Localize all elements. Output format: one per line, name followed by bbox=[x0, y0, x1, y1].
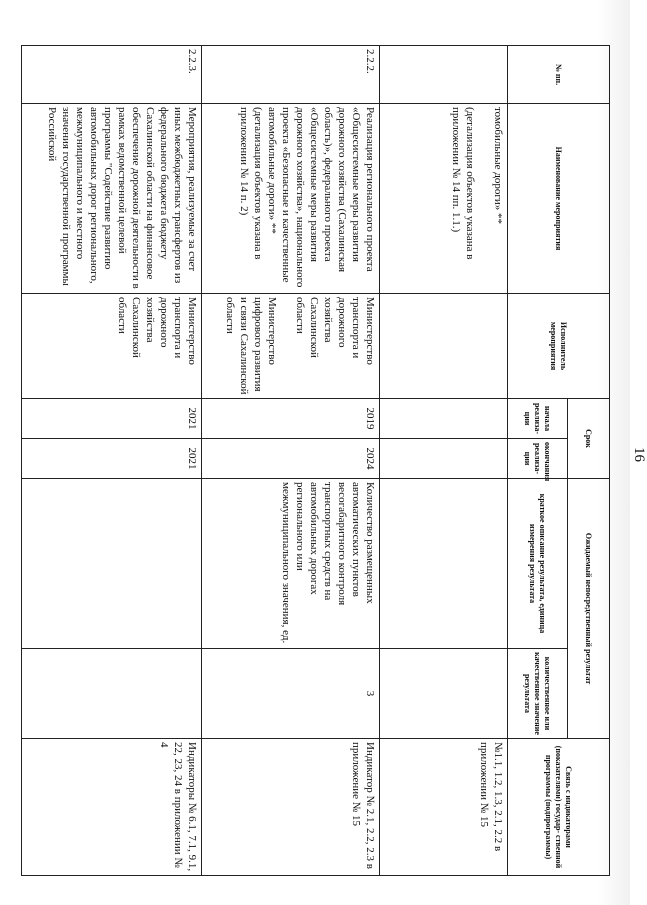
cell-name: томобильные дороги» ** (детализация объектов указана в приложении № 14 пп. 1.1.) bbox=[380, 104, 508, 294]
cell-start: 2021 bbox=[22, 399, 202, 439]
header-expected: Ожидаемый непосредственный результат bbox=[568, 479, 610, 739]
table-row bbox=[380, 46, 508, 876]
scan-edge-shadow bbox=[598, 0, 630, 905]
cell-desc bbox=[22, 479, 202, 649]
cell-executor bbox=[380, 294, 508, 399]
cell-end: 2021 bbox=[22, 439, 202, 479]
cell-start bbox=[380, 399, 508, 439]
cell-name: Реализация регионального проекта «Общесистемные меры развития дорожного хозяйства (Сахалинская область)», федерального проекта «Общесистемные меры развития дорожного хозяйства», национального проекта «Безопасные и качественные автомобильные дороги» ** (детализация объектов указана в приложении № 14 п. 2) bbox=[202, 104, 380, 294]
cell-desc: Количество размещенных автоматических пунктов весогабаритного контроля транспортных средств на автомобильных дорогах регионального или межмуниципального значения, ед. bbox=[202, 479, 380, 649]
cell-link: Индикаторы № 6.1, 7.1, 9.1, 22, 23, 24 в приложении № 4 bbox=[22, 739, 202, 876]
cell-desc bbox=[380, 479, 508, 649]
cell-num: 2.2.3. bbox=[22, 46, 202, 104]
cell-name: Мероприятия, реализуемые за счет иных межбюджетных трансфертов из федерального бюджета бюджету Сахалинской области на финансовое обеспечение дорожной деятельности в рамках ведомственной целевой программы "Содействие развитию автомобильных дорог регионального, межмуниципального и местного значения государственной программы Российской bbox=[22, 104, 202, 294]
cell-link: №1.1, 1.2, 1.3, 2.1, 2.2 в приложении № 15 bbox=[380, 739, 508, 876]
header-executor: Исполнитель мероприятия bbox=[508, 294, 610, 399]
header-expected-desc: краткое описание результата, единица измерения результата bbox=[508, 479, 568, 649]
page-number: 16 bbox=[631, 447, 647, 462]
cell-end: 2024 bbox=[202, 439, 380, 479]
header-expected-value: количественное или качественное значение результата bbox=[508, 649, 568, 739]
cell-end bbox=[380, 439, 508, 479]
rotated-sheet bbox=[46, 45, 647, 875]
cell-value bbox=[380, 649, 508, 739]
table-row bbox=[22, 46, 202, 876]
cell-value bbox=[22, 649, 202, 739]
cell-value: 3 bbox=[202, 649, 380, 739]
cell-num bbox=[380, 46, 508, 104]
cell-executor: Министерство транспорта и дорожного хозяйства Сахалинской области Министерство цифрового развития и связи Сахалинской области bbox=[202, 294, 380, 399]
cell-executor: Министерство транспорта и дорожного хозяйства Сахалинской области bbox=[22, 294, 202, 399]
header-num: № пп. bbox=[508, 46, 610, 104]
activities-table bbox=[21, 45, 610, 876]
header-link: Связь с индикаторами (показателями) государ- ственной программы (подпрограммы) bbox=[508, 739, 610, 876]
header-name: Наименование мероприятия bbox=[508, 104, 610, 294]
cell-num: 2.2.2. bbox=[202, 46, 380, 104]
header-term-start: начала реализа- ции bbox=[508, 399, 568, 439]
cell-link: Индикатор № 2.1, 2.2, 2.3 в приложение № 15 bbox=[202, 739, 380, 876]
cell-start: 2019 bbox=[202, 399, 380, 439]
table-row bbox=[202, 46, 380, 876]
header-term: Срок bbox=[568, 399, 610, 479]
header-term-end: окончания реализа- ции bbox=[508, 439, 568, 479]
